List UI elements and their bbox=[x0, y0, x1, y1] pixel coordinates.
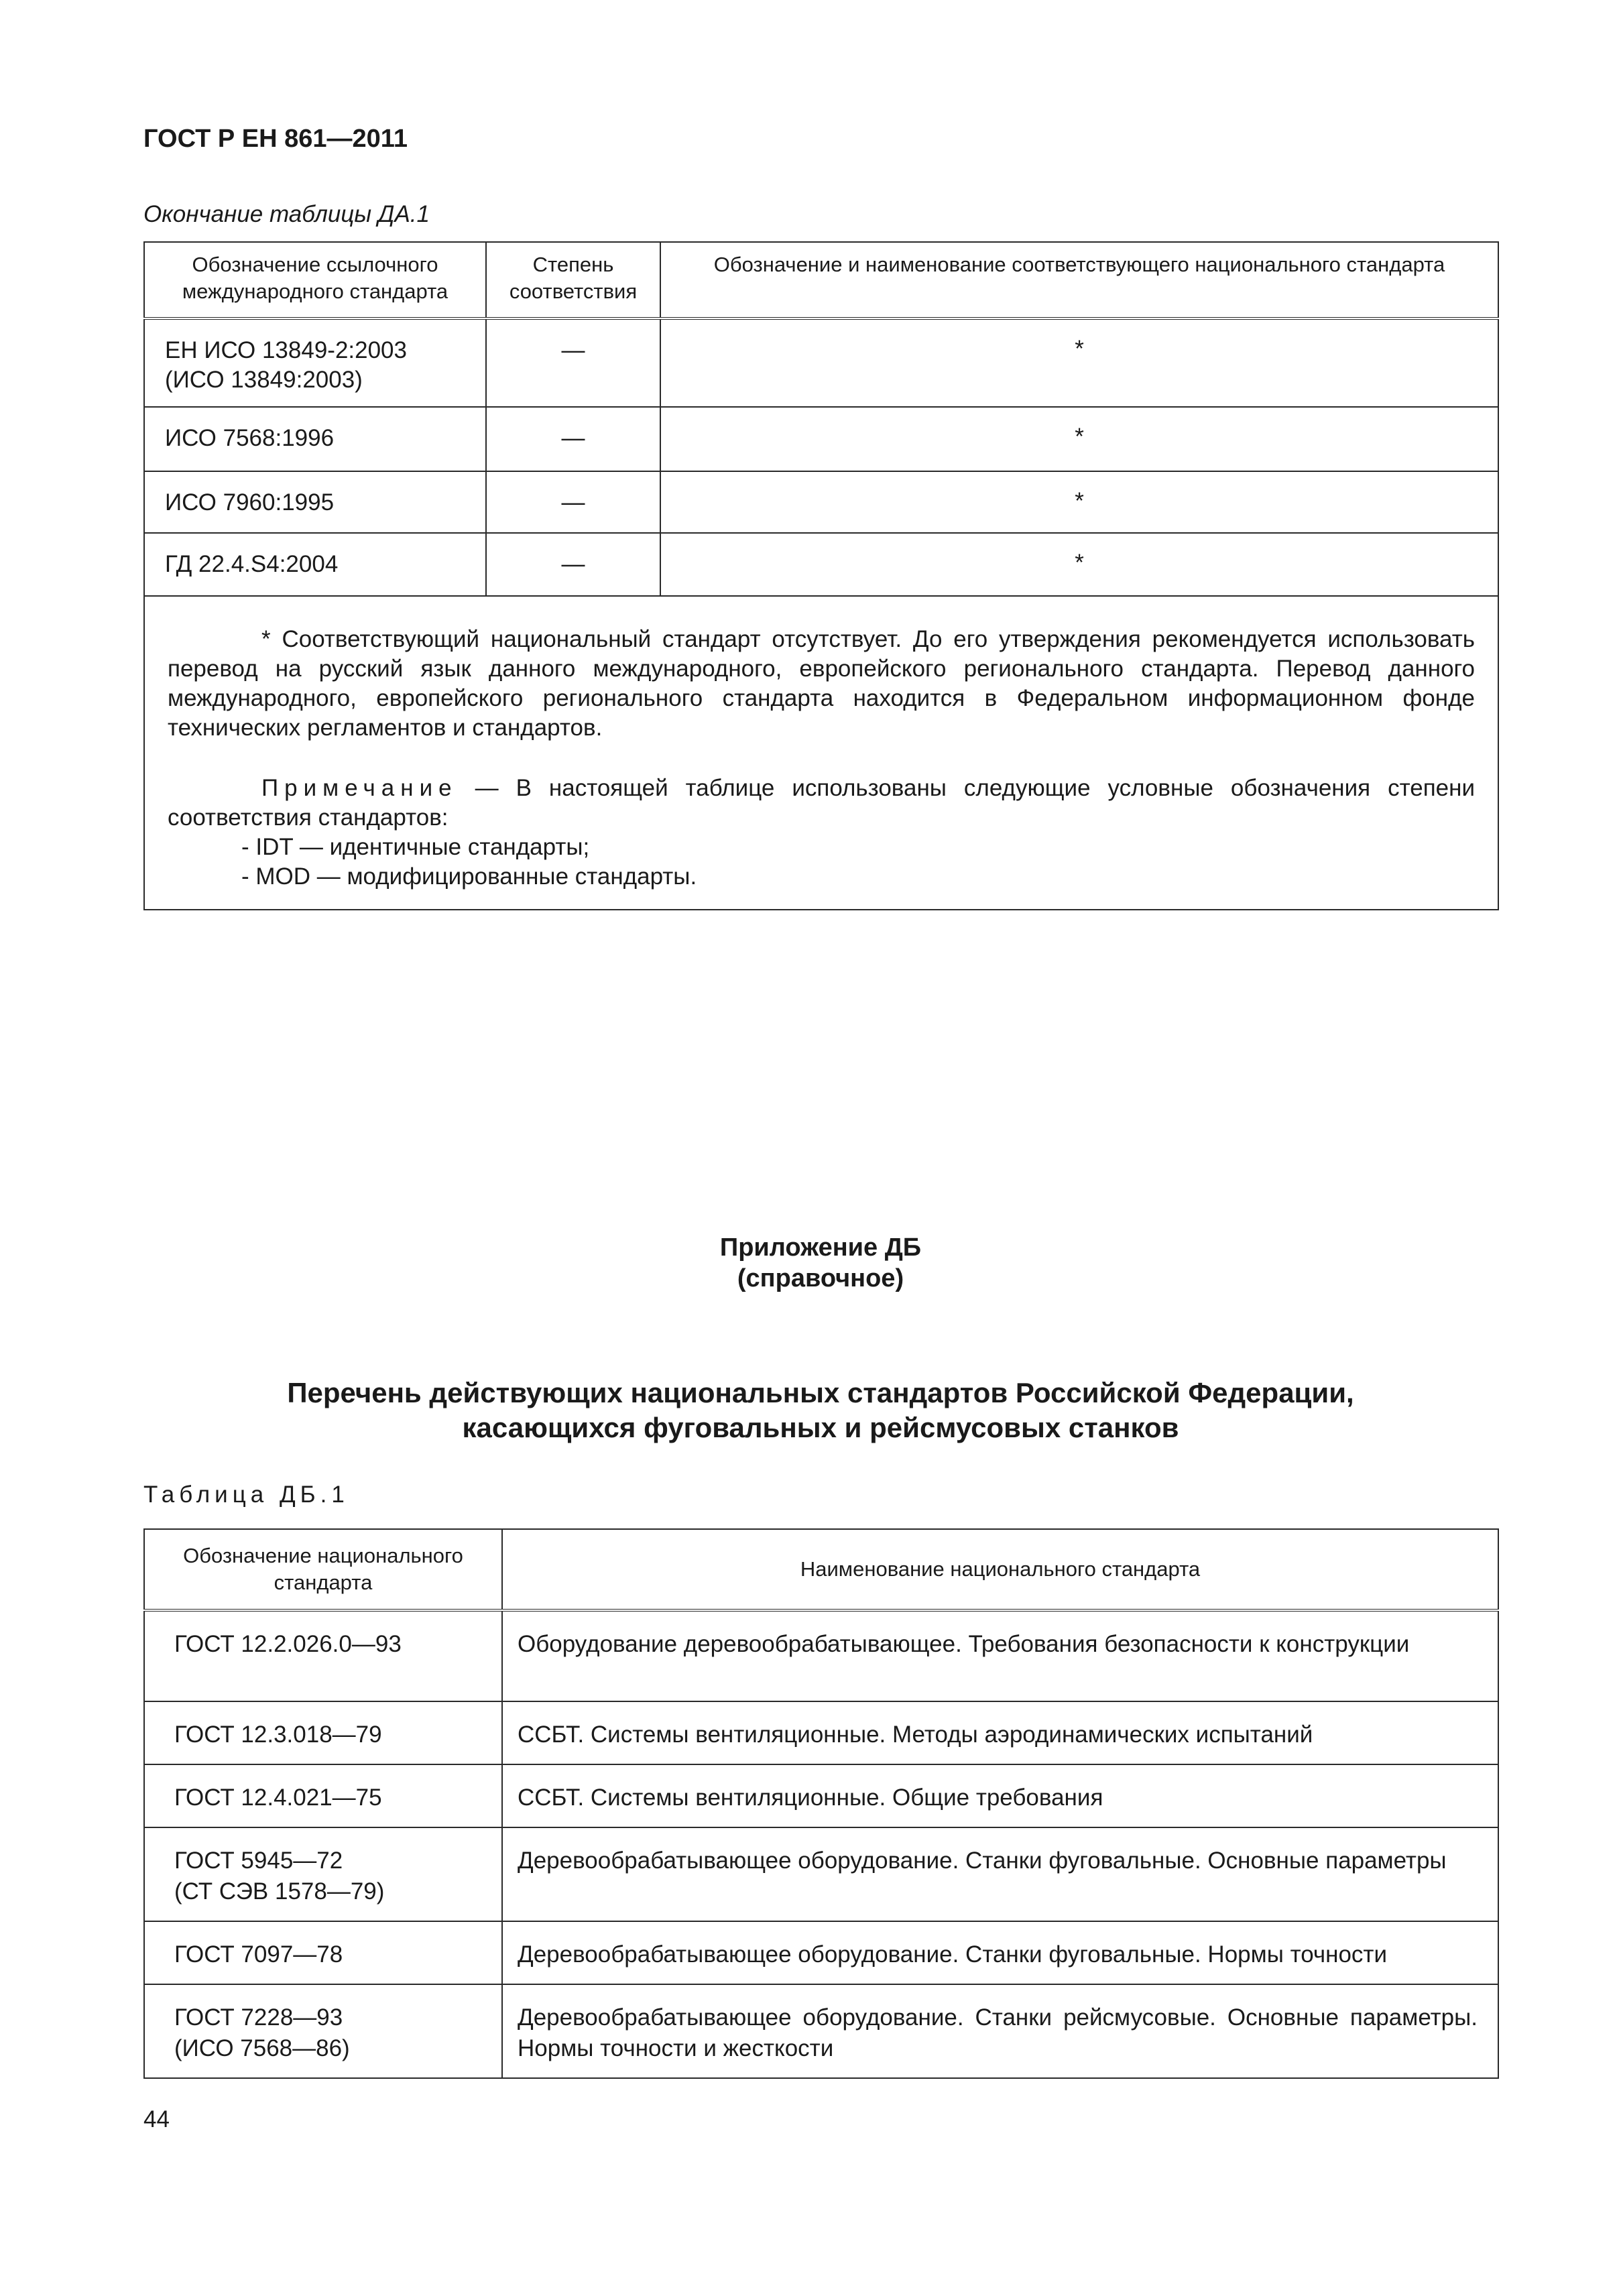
standard-code-cell bbox=[144, 1701, 502, 1764]
note-item: - MOD — модифицированные стандарты. bbox=[241, 863, 697, 890]
column-header: Обозначение национального стандарта bbox=[144, 1529, 502, 1610]
standard-code-cell bbox=[144, 1921, 502, 1984]
standard-code-line: ГОСТ 12.3.018—79 bbox=[174, 1721, 382, 1748]
page-number: 44 bbox=[143, 2106, 170, 2132]
national-standard-cell: * bbox=[660, 471, 1498, 533]
table-row bbox=[144, 1610, 1498, 1701]
column-header: Степень соответствия bbox=[486, 242, 660, 318]
ref-standard-line: (ИСО 13849:2003) bbox=[165, 367, 363, 393]
table-row bbox=[144, 533, 1498, 596]
table-row bbox=[144, 1827, 1498, 1921]
table-header-row bbox=[144, 242, 1498, 318]
degree-cell: — bbox=[486, 407, 660, 471]
table-row bbox=[144, 318, 1498, 407]
table-row bbox=[144, 1764, 1498, 1827]
note-text: — В настоящей таблице использованы следующие условные обозначения степени соответствия стандартов: bbox=[168, 775, 1476, 831]
table-da1 bbox=[143, 241, 1499, 910]
standard-name-cell: Деревообрабатывающее оборудование. Станки рейсмусовые. Основные параметры. Нормы точности и жесткости bbox=[502, 1984, 1498, 2078]
table-db1 bbox=[143, 1528, 1499, 2079]
ref-standard-cell bbox=[144, 407, 486, 471]
standard-name-cell: ССБТ. Системы вентиляционные. Методы аэродинамических испытаний bbox=[502, 1701, 1498, 1764]
note-paragraph bbox=[168, 774, 1475, 833]
standard-code-line: (ИСО 7568—86) bbox=[174, 2035, 350, 2061]
footnote-text: * Соответствующий национальный стандарт отсутствует. До его утверждения рекомендуется использовать перевод на русский язык данного международного, европейского регионального стандарта. Перевод данного международного, европейского регионального стандарта находится в Федеральном информационном фонде технических регламентов и стандартов. bbox=[168, 626, 1475, 741]
standard-name-cell: Деревообрабатывающее оборудование. Станки фуговальные. Нормы точности bbox=[502, 1921, 1498, 1984]
ref-standard-cell bbox=[144, 318, 486, 407]
standard-code-line: ГОСТ 12.4.021—75 bbox=[174, 1785, 382, 1811]
standard-code-line: ГОСТ 12.2.026.0—93 bbox=[174, 1631, 402, 1657]
table-header-row bbox=[144, 1529, 1498, 1610]
table-notes-row bbox=[144, 596, 1498, 910]
table-row bbox=[144, 1984, 1498, 2078]
degree-cell: — bbox=[486, 318, 660, 407]
standard-code-line: (СТ СЭВ 1578—79) bbox=[174, 1878, 385, 1905]
document-code: ГОСТ Р ЕН 861—2011 bbox=[143, 125, 408, 153]
standard-code-cell bbox=[144, 1764, 502, 1827]
degree-cell: — bbox=[486, 533, 660, 596]
appendix-title: Приложение ДБ bbox=[719, 1233, 922, 1262]
standard-code-cell bbox=[144, 1610, 502, 1701]
standard-name-cell: Оборудование деревообрабатывающее. Требования безопасности к конструкции bbox=[502, 1610, 1498, 1701]
note-label: Примечание bbox=[261, 775, 458, 801]
table-row bbox=[144, 407, 1498, 471]
ref-standard-line: ЕН ИСО 13849-2:2003 bbox=[165, 337, 407, 363]
national-standard-cell: * bbox=[660, 533, 1498, 596]
table-row bbox=[144, 1921, 1498, 1984]
ref-standard-line: ИСО 7568:1996 bbox=[165, 425, 335, 451]
note-item: - IDT — идентичные стандарты; bbox=[241, 834, 590, 860]
table-notes-cell bbox=[144, 596, 1498, 910]
appendix-subtitle: (справочное) bbox=[737, 1264, 904, 1292]
table-row bbox=[144, 1701, 1498, 1764]
table-db1-caption: Таблица ДБ.1 bbox=[143, 1482, 349, 1508]
national-standard-cell: * bbox=[660, 407, 1498, 471]
ref-standard-line: ГД 22.4.S4:2004 bbox=[165, 551, 339, 577]
standard-name-cell: Деревообрабатывающее оборудование. Станки фуговальные. Основные параметры bbox=[502, 1827, 1498, 1921]
section-heading-line: касающихся фуговальных и рейсмусовых станков bbox=[462, 1412, 1179, 1443]
column-header: Наименование национального стандарта bbox=[502, 1529, 1498, 1610]
national-standard-cell: * bbox=[660, 318, 1498, 407]
ref-standard-cell bbox=[144, 533, 486, 596]
standard-code-line: ГОСТ 7228—93 bbox=[174, 2004, 343, 2031]
ref-standard-line: ИСО 7960:1995 bbox=[165, 489, 335, 516]
table-continuation-caption: Окончание таблицы ДА.1 bbox=[143, 201, 430, 227]
standard-code-cell bbox=[144, 1984, 502, 2078]
column-header: Обозначение и наименование соответствующего национального стандарта bbox=[660, 242, 1498, 318]
section-heading-line: Перечень действующих национальных стандартов Российской Федерации, bbox=[287, 1377, 1354, 1408]
standard-code-line: ГОСТ 5945—72 bbox=[174, 1848, 343, 1874]
standard-name-cell: ССБТ. Системы вентиляционные. Общие требования bbox=[502, 1764, 1498, 1827]
ref-standard-cell bbox=[144, 471, 486, 533]
degree-cell: — bbox=[486, 471, 660, 533]
standard-code-line: ГОСТ 7097—78 bbox=[174, 1941, 343, 1968]
table-row bbox=[144, 471, 1498, 533]
column-header: Обозначение ссылочного международного стандарта bbox=[144, 242, 486, 318]
standard-code-cell bbox=[144, 1827, 502, 1921]
